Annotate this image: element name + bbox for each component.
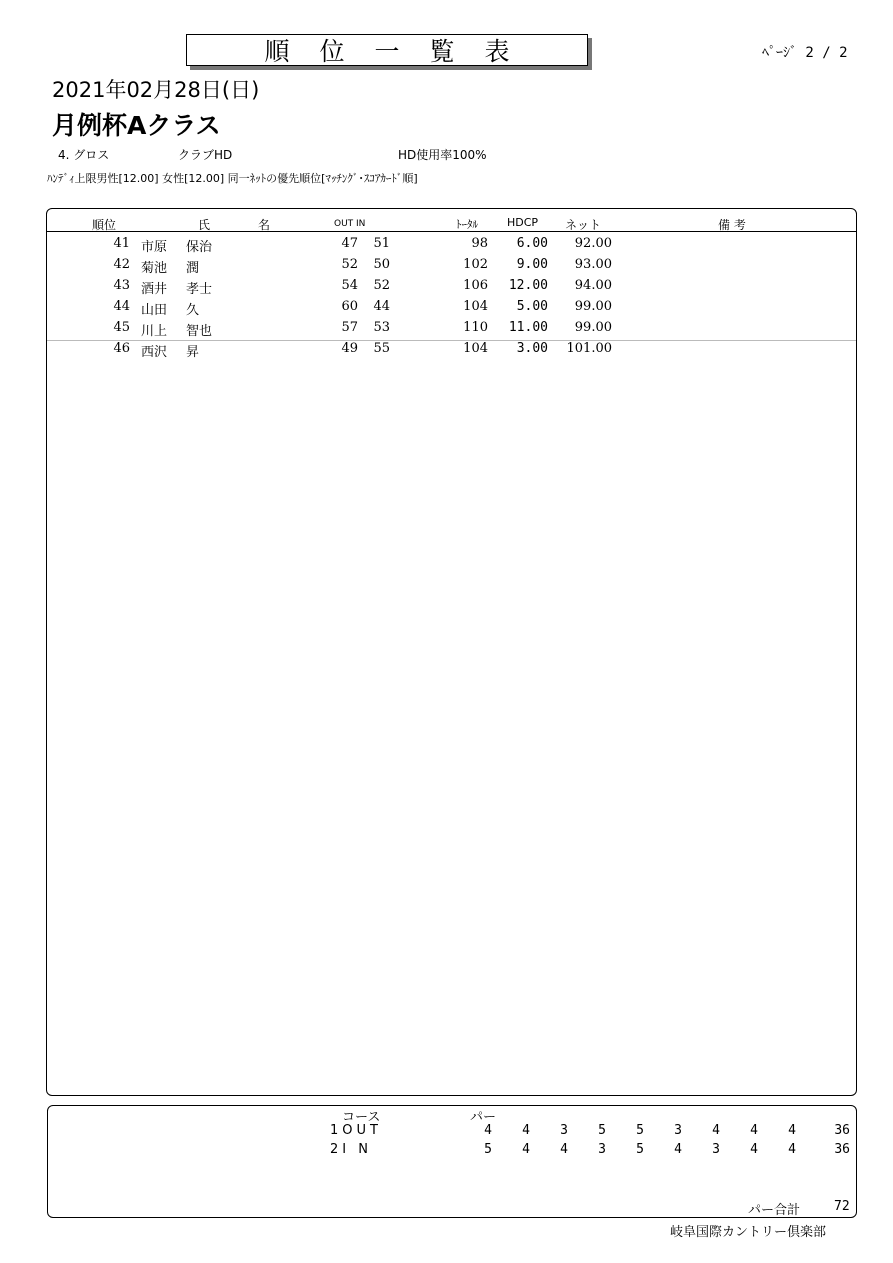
cell-total: 110: [463, 320, 488, 335]
info-hd-rate: HD使用率100%: [398, 148, 487, 162]
cell-rank: 45: [113, 320, 130, 335]
cell-net: 99.00: [574, 299, 612, 314]
hole-par: 5: [484, 1142, 492, 1157]
line-par-total: 36: [834, 1142, 850, 1157]
title-char: 一: [374, 37, 400, 66]
cell-total: 104: [463, 341, 488, 356]
title-char: 表: [484, 37, 510, 66]
cell-last: 西沢: [141, 345, 168, 360]
cell-first: 昇: [186, 345, 200, 360]
cell-total: 104: [463, 299, 488, 314]
cell-out: 52: [341, 257, 358, 272]
col-name-a: 氏: [198, 218, 211, 232]
cell-last: 市原: [141, 240, 168, 255]
club-name: 岐阜国際カントリー倶楽部: [670, 1225, 827, 1240]
par-total-value: 72: [834, 1199, 850, 1214]
par-total-label: パー合計: [748, 1203, 801, 1218]
cell-total: 106: [463, 278, 488, 293]
event-name: 月例杯Aクラス: [52, 111, 221, 140]
line-par-total: 36: [834, 1123, 850, 1138]
cell-first: 保治: [186, 240, 213, 255]
title-char: 位: [319, 37, 345, 66]
cell-net: 101.00: [566, 341, 612, 356]
cell-total: 102: [463, 257, 488, 272]
cell-in: 50: [373, 257, 390, 272]
course-label: コース: [342, 1110, 381, 1125]
cell-hdcp: 6.00: [516, 236, 548, 251]
cell-rank: 44: [113, 299, 130, 314]
hole-par: 5: [636, 1142, 644, 1157]
hole-par: 4: [750, 1142, 758, 1157]
cell-first: 久: [186, 303, 200, 318]
cell-net: 93.00: [574, 257, 612, 272]
cell-rank: 43: [113, 278, 130, 293]
cell-hdcp: 11.00: [508, 320, 548, 335]
col-hdcp: HDCP: [507, 216, 539, 229]
hole-par: 4: [712, 1123, 720, 1138]
title-char: 覧: [429, 37, 455, 66]
cell-net: 94.00: [574, 278, 612, 293]
cell-in: 44: [373, 299, 390, 314]
cell-hdcp: 12.00: [508, 278, 548, 293]
col-total: ﾄｰﾀﾙ: [456, 218, 478, 231]
cell-hdcp: 5.00: [516, 299, 548, 314]
cell-first: 智也: [186, 324, 213, 339]
hole-par: 4: [674, 1142, 682, 1157]
cell-out: 57: [341, 320, 358, 335]
cell-first: 潤: [186, 261, 200, 276]
cell-rank: 46: [113, 341, 130, 356]
col-name-b: 名: [258, 218, 271, 232]
hole-par: 5: [636, 1123, 644, 1138]
hole-par: 4: [750, 1123, 758, 1138]
cell-net: 92.00: [574, 236, 612, 251]
col-net: ネット: [565, 218, 602, 232]
course-frame: [47, 1105, 857, 1218]
page-title: [186, 34, 588, 66]
cell-in: 53: [373, 320, 390, 335]
cell-out: 47: [341, 236, 358, 251]
handicap-note: ﾊﾝﾃﾞｨ上限男性[12.00] 女性[12.00] 同一ﾈｯﾄの優先順位[ﾏｯﾁﾝｸﾞ･ｽｺｱｶｰﾄﾞ順]: [47, 172, 418, 185]
hole-par: 3: [712, 1142, 720, 1157]
hole-par: 5: [598, 1123, 606, 1138]
hole-par: 4: [484, 1123, 492, 1138]
hole-par: 3: [674, 1123, 682, 1138]
cell-first: 孝士: [186, 282, 213, 297]
cell-last: 山田: [141, 303, 168, 318]
hole-par: 4: [522, 1142, 530, 1157]
cell-out: 60: [341, 299, 358, 314]
cell-hdcp: 9.00: [516, 257, 548, 272]
cell-last: 菊池: [141, 261, 168, 276]
cell-rank: 42: [113, 257, 130, 272]
info-club-hd: クラブHD: [178, 148, 233, 162]
hole-par: 3: [598, 1142, 606, 1157]
hole-par: 4: [522, 1123, 530, 1138]
title-char: 順: [264, 37, 290, 66]
course-line-name: 2I N: [330, 1142, 372, 1157]
cell-net: 99.00: [574, 320, 612, 335]
cell-out: 49: [341, 341, 358, 356]
hole-par: 3: [560, 1123, 568, 1138]
hole-par: 4: [788, 1123, 796, 1138]
info-item: 4. グロス: [58, 148, 110, 162]
row-separator: [47, 340, 856, 341]
par-label: パー: [470, 1110, 497, 1125]
cell-last: 川上: [141, 324, 168, 339]
col-rank: 順位: [92, 218, 117, 232]
cell-total: 98: [471, 236, 488, 251]
col-outin: OUT IN: [334, 219, 366, 229]
col-remarks: 備 考: [718, 218, 746, 232]
hole-par: 4: [560, 1142, 568, 1157]
cell-rank: 41: [113, 236, 130, 251]
page-number: ﾍﾟｰｼﾞ 2 / 2: [762, 45, 848, 61]
course-line-name: 1OUT: [330, 1123, 382, 1138]
cell-last: 酒井: [141, 282, 168, 297]
cell-in: 51: [373, 236, 390, 251]
cell-in: 55: [373, 341, 390, 356]
cell-out: 54: [341, 278, 358, 293]
event-date: 2021年02月28日(日): [52, 78, 260, 102]
cell-hdcp: 3.00: [516, 341, 548, 356]
hole-par: 4: [788, 1142, 796, 1157]
cell-in: 52: [373, 278, 390, 293]
info-line: [58, 146, 558, 162]
